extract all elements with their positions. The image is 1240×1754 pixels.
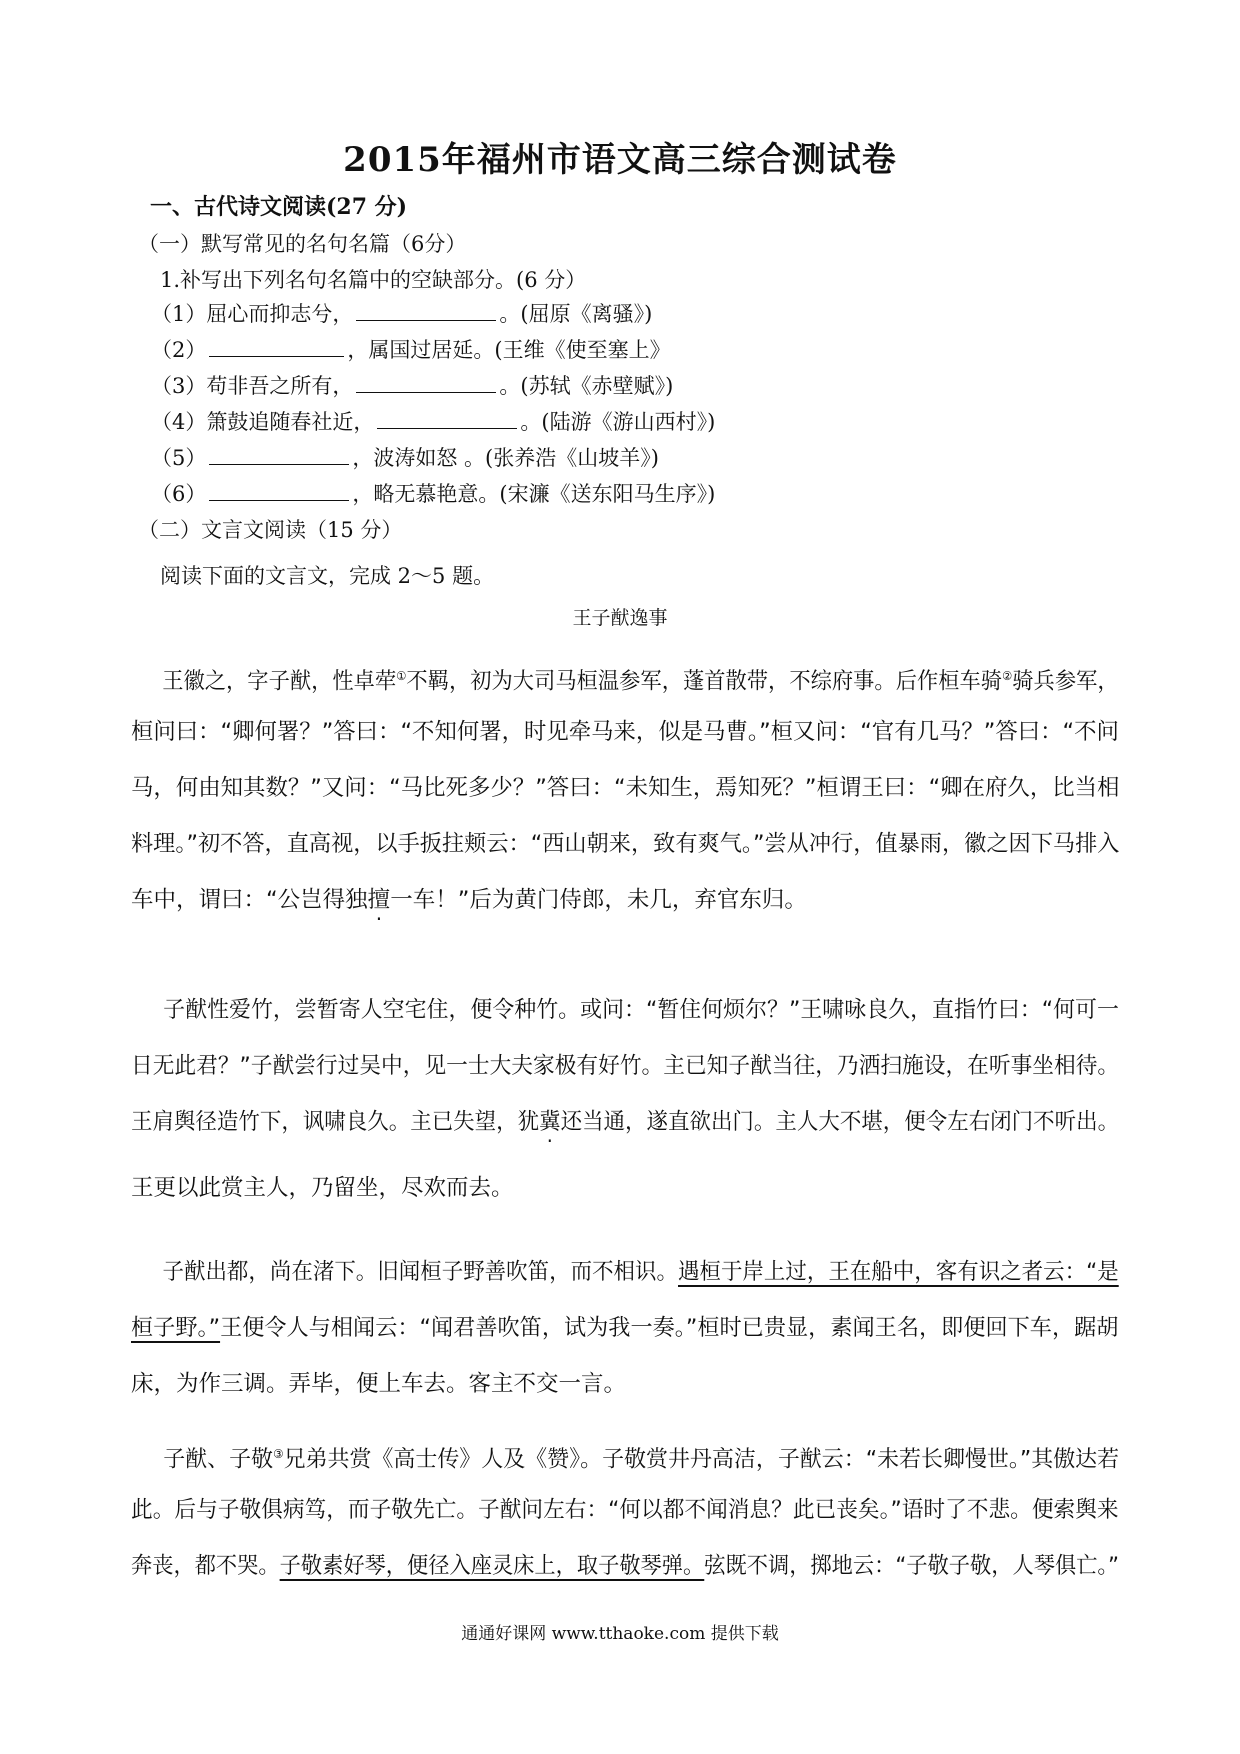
answer-blank[interactable]	[356, 374, 496, 393]
text-line: 桓问曰：“卿何署？”答曰：“不知何署，时见牵马来，似是马曹。”桓又问：“官有几马？”答曰：“不问	[131, 719, 1119, 745]
subsection-2: （二）文言文阅读（15 分）	[138, 518, 403, 542]
answer-blank[interactable]	[209, 446, 349, 465]
text-line: 料理。”初不答，直高视，以手扳拄颊云：“西山朝来，致有爽气。”尝从冲行，值暴雨，徽之因下马排入	[131, 831, 1120, 857]
footnote-mark: ①	[396, 669, 407, 683]
reading-instruction: 阅读下面的文言文，完成 2～5 题。	[160, 564, 495, 588]
text-line: 子猷出都，尚在渚下。旧闻桓子野善吹笛，而不相识。遇桓于岸上过，王在船中，客有识之者云：“是	[162, 1259, 1119, 1285]
fill-item-number: （4）	[151, 410, 207, 434]
fill-item-before: 箫鼓追随春社近，	[206, 410, 375, 434]
text-line: 车中，谓曰：“公岂得独擅一车！”后为黄门侍郎，未几，弃官东归。	[131, 887, 807, 913]
fill-item-after: ，波涛如怒 。(张养浩《山坡羊》)	[352, 446, 659, 470]
fill-item-number: （3）	[151, 374, 207, 398]
text-line: 此。后与子敬俱病笃，而子敬先亡。子猷问左右：“何以都不闻消息？此已丧矣。”语时了不悲。便索舆来	[131, 1497, 1119, 1523]
essay-title: 王子猷逸事	[572, 607, 668, 629]
fill-item-6	[151, 478, 715, 508]
text-line: 子猷、子敬③兄弟共赏《高士传》人及《赞》。子敬赏井丹高洁，子猷云：“未若长卿慢世。”其傲达若	[163, 1446, 1120, 1473]
essay-paragraph-4	[131, 1426, 1119, 1594]
subsection-1: （一）默写常见的名句名篇（6分）	[138, 232, 467, 256]
underlined-sentence: 遇桓于岸上过，王在船中，客有识之者云：“是	[678, 1259, 1119, 1285]
text-line: 桓子野。”王便令人与相闻云：“闻君善吹笛，试为我一奏。”桓时已贵显，素闻王名，即便回下车，踞胡	[131, 1315, 1119, 1341]
fill-item-number: （2）	[151, 338, 207, 362]
emphasized-char: 冀	[539, 1109, 561, 1135]
fill-item-number: （6）	[151, 482, 207, 506]
fill-item-before: 屈心而抑志兮，	[206, 302, 354, 326]
fill-item-after: 。(苏轼《赤壁赋》)	[499, 374, 674, 398]
answer-blank[interactable]	[377, 410, 517, 429]
answer-blank[interactable]	[356, 302, 496, 321]
essay-paragraph-3	[131, 1244, 1119, 1412]
text-line: 马，何由知其数？”又问：“马比死多少？”答曰：“未知生，焉知死？”桓谓王曰：“卿在府久，比当相	[131, 775, 1120, 801]
text-line: 日无此君？”子猷尝行过吴中，见一士大夫家极有好竹。主已知子猷当往，乃洒扫施设，在听事坐相待。	[131, 1053, 1120, 1079]
footnote-mark: ②	[1002, 669, 1013, 683]
fill-item-after: ，属国过居延。(王维《使至塞上》	[347, 338, 671, 362]
answer-blank[interactable]	[209, 482, 349, 501]
fill-item-4	[151, 406, 715, 436]
document-title: 2015年福州市语文高三综合测试卷	[343, 140, 897, 180]
section-heading-1: 一、古代诗文阅读(27 分)	[150, 194, 408, 220]
essay-paragraph-1	[131, 648, 1119, 928]
text-line: 奔丧，都不哭。子敬素好琴，便径入座灵床上，取子敬琴弹。弦既不调，掷地云：“子敬子敬，人琴俱亡。”	[131, 1553, 1120, 1579]
fill-item-number: （5）	[151, 446, 207, 470]
text-line: 子猷性爱竹，尝暂寄人空宅住，便令种竹。或问：“暂住何烦尔？”王啸咏良久，直指竹曰：“何可一	[163, 997, 1119, 1023]
text-line: 王更以此赏主人，乃留坐，尽欢而去。	[131, 1175, 514, 1201]
answer-blank[interactable]	[209, 338, 344, 357]
page-footer: 通通好课网 www.tthaoke.com 提供下载	[461, 1624, 779, 1644]
fill-item-after: ，略无慕艳意。(宋濂《送东阳马生序》)	[352, 482, 716, 506]
fill-item-3	[151, 370, 673, 400]
text-line: 王徽之，字子猷，性卓荦①不羁，初为大司马桓温参军，蓬首散带，不综府事。后作桓车骑②骑兵参军，	[162, 668, 1119, 695]
essay-paragraph-2	[131, 982, 1119, 1216]
text-line: 床，为作三调。弄毕，便上车去。客主不交一言。	[131, 1371, 627, 1397]
fill-item-5	[151, 442, 659, 472]
question-1: 1.补写出下列名句名篇中的空缺部分。(6 分）	[160, 268, 587, 292]
emphasized-char: 擅	[367, 887, 391, 913]
fill-item-1	[151, 298, 652, 328]
underlined-sentence: 桓子野。”	[131, 1315, 221, 1341]
fill-item-after: 。(陆游《游山西村》)	[520, 410, 716, 434]
text-line: 王肩舆径造竹下，讽啸良久。主已失望，犹冀还当通，遂直欲出门。主人大不堪，便令左右闭门不听出。	[131, 1109, 1120, 1135]
fill-item-after: 。(屈原《离骚》)	[499, 302, 653, 326]
footnote-mark: ③	[273, 1447, 284, 1461]
fill-item-before: 苟非吾之所有，	[206, 374, 354, 398]
fill-item-number: （1）	[151, 302, 207, 326]
underlined-sentence: 子敬素好琴，便径入座灵床上，取子敬琴弹。	[279, 1553, 705, 1579]
fill-item-2	[151, 334, 671, 364]
